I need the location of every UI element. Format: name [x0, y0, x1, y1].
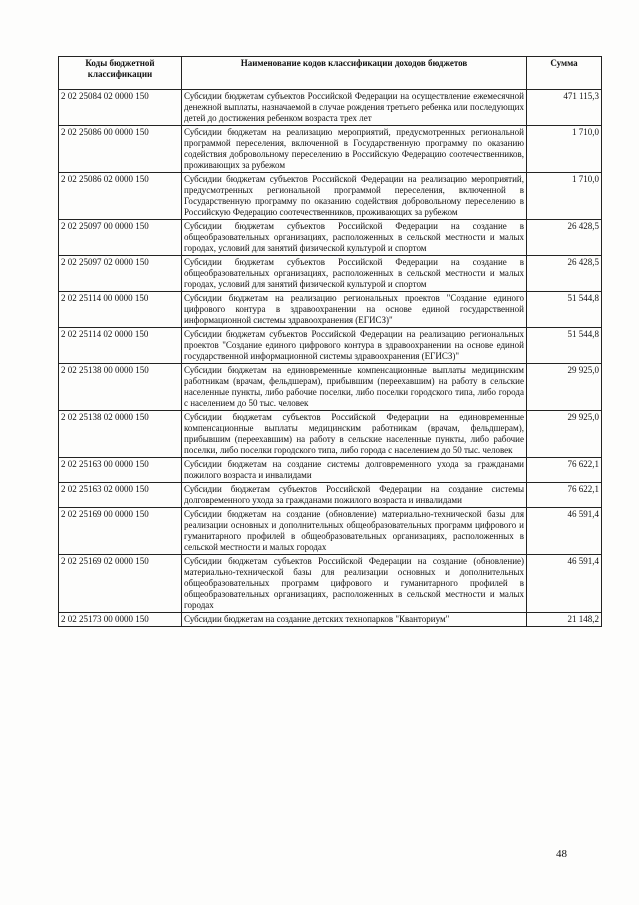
code-cell: 2 02 25086 02 0000 150	[59, 173, 182, 220]
table-row	[59, 508, 602, 555]
name-cell: Субсидии бюджетам субъектов Российской Федерации на создание (обновление) материально-технической базы для реализации основных и дополнительных общеобразовательных программ цифрового и гуманитарного профилей в общеобразовательных организациях, расположенных в сельской местности и малых городах	[182, 555, 527, 613]
sum-cell: 21 148,2	[527, 613, 602, 627]
sum-cell: 26 428,5	[527, 220, 602, 256]
name-cell: Субсидии бюджетам субъектов Российской Федерации на реализацию региональных проектов "Создание единого цифрового контура в здравоохранении на основе единой государственной информационной системы здравоохранения (ЕГИСЗ)"	[182, 328, 527, 364]
table-row	[59, 90, 602, 126]
sum-cell: 46 591,4	[527, 555, 602, 613]
table-row	[59, 173, 602, 220]
code-cell: 2 02 25163 02 0000 150	[59, 483, 182, 508]
header-code: Коды бюджетной классификации	[59, 57, 182, 90]
sum-cell: 76 622,1	[527, 483, 602, 508]
code-cell: 2 02 25097 02 0000 150	[59, 256, 182, 292]
table-row	[59, 256, 602, 292]
sum-cell: 29 925,0	[527, 364, 602, 411]
table-row	[59, 328, 602, 364]
sum-cell: 51 544,8	[527, 328, 602, 364]
code-cell: 2 02 25163 00 0000 150	[59, 458, 182, 483]
table-row	[59, 613, 602, 627]
table-row	[59, 292, 602, 328]
name-cell: Субсидии бюджетам субъектов Российской Федерации на создание в общеобразовательных организациях, расположенных в сельской местности и малых городах, условий для занятий физической культурой и спортом	[182, 220, 527, 256]
name-cell: Субсидии бюджетам на реализацию мероприятий, предусмотренных региональной программой переселения, включенной в Государственную программу по оказанию содействия добровольному переселению в Российскую Федерацию соотечественников, проживающих за рубежом	[182, 126, 527, 173]
name-cell: Субсидии бюджетам на создание детских технопарков "Кванториум"	[182, 613, 527, 627]
table-body	[59, 90, 602, 627]
budget-revenue-table	[58, 56, 602, 627]
code-cell: 2 02 25086 00 0000 150	[59, 126, 182, 173]
name-cell: Субсидии бюджетам субъектов Российской Федерации на осуществление ежемесячной денежной выплаты, назначаемой в случае рождения третьего ребенка или последующих детей до достижения ребенком возраста трех лет	[182, 90, 527, 126]
header-sum: Сумма	[527, 57, 602, 90]
name-cell: Субсидии бюджетам субъектов Российской Федерации на создание в общеобразовательных организациях, расположенных в сельской местности и малых городах, условий для занятий физической культурой и спортом	[182, 256, 527, 292]
sum-cell: 1 710,0	[527, 126, 602, 173]
table-row	[59, 483, 602, 508]
code-cell: 2 02 25173 00 0000 150	[59, 613, 182, 627]
table-row	[59, 126, 602, 173]
code-cell: 2 02 25138 00 0000 150	[59, 364, 182, 411]
name-cell: Субсидии бюджетам на создание (обновление) материально-технической базы для реализации основных и дополнительных общеобразовательных программ цифрового и гуманитарного профилей в общеобразовательных организациях, расположенных в сельской местности и малых городах	[182, 508, 527, 555]
table-row	[59, 458, 602, 483]
code-cell: 2 02 25138 02 0000 150	[59, 411, 182, 458]
name-cell: Субсидии бюджетам на реализацию региональных проектов "Создание единого цифрового контура в здравоохранении на основе единой государственной информационной системы здравоохранения (ЕГИСЗ)"	[182, 292, 527, 328]
table-row	[59, 220, 602, 256]
name-cell: Субсидии бюджетам на создание системы долговременного ухода за гражданами пожилого возраста и инвалидами	[182, 458, 527, 483]
name-cell: Субсидии бюджетам субъектов Российской Федерации на создание системы долговременного ухода за гражданами пожилого возраста и инвалидами	[182, 483, 527, 508]
table-row	[59, 411, 602, 458]
sum-cell: 26 428,5	[527, 256, 602, 292]
sum-cell: 1 710,0	[527, 173, 602, 220]
sum-cell: 471 115,3	[527, 90, 602, 126]
sum-cell: 46 591,4	[527, 508, 602, 555]
header-name: Наименование кодов классификации доходов бюджетов	[182, 57, 527, 90]
code-cell: 2 02 25084 02 0000 150	[59, 90, 182, 126]
table-header-row	[59, 57, 602, 90]
code-cell: 2 02 25169 00 0000 150	[59, 508, 182, 555]
page-number: 48	[556, 848, 567, 860]
name-cell: Субсидии бюджетам субъектов Российской Федерации на единовременные компенсационные выплаты медицинским работникам (врачам, фельдшерам), прибывшим (переехавшим) на работу в сельские населенные пункты, либо рабочие поселки, либо поселки городского типа, либо города с населением до 50 тыс. человек	[182, 411, 527, 458]
table-row	[59, 555, 602, 613]
code-cell: 2 02 25097 00 0000 150	[59, 220, 182, 256]
code-cell: 2 02 25114 02 0000 150	[59, 328, 182, 364]
sum-cell: 29 925,0	[527, 411, 602, 458]
table-row	[59, 364, 602, 411]
code-cell: 2 02 25169 02 0000 150	[59, 555, 182, 613]
sum-cell: 76 622,1	[527, 458, 602, 483]
code-cell: 2 02 25114 00 0000 150	[59, 292, 182, 328]
sum-cell: 51 544,8	[527, 292, 602, 328]
name-cell: Субсидии бюджетам на единовременные компенсационные выплаты медицинским работникам (врачам, фельдшерам), прибывшим (переехавшим) на работу в сельские населенные пункты, либо рабочие поселки, либо поселки городского типа, либо города с населением до 50 тыс. человек	[182, 364, 527, 411]
name-cell: Субсидии бюджетам субъектов Российской Федерации на реализацию мероприятий, предусмотренных региональной программой переселения, включенной в Государственную программу по оказанию содействия добровольному переселению в Российскую Федерацию соотечественников, проживающих за рубежом	[182, 173, 527, 220]
